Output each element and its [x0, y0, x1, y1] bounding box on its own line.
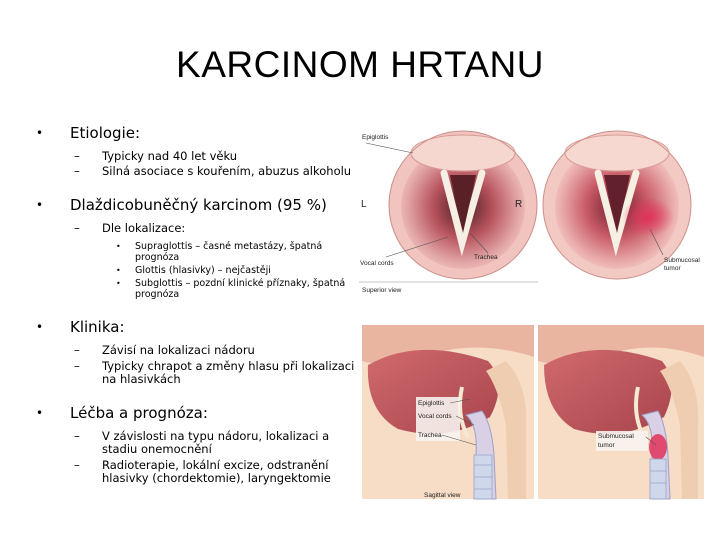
sub-list-item: • Glottis (hlasivky) – nejčastěji	[116, 265, 271, 276]
section-heading: Etiologie:	[70, 124, 141, 142]
tumor-mass-sagittal	[649, 434, 667, 460]
sub-list-item: • Subglottis – pozdní klinické příznaky, špatná prognóza	[116, 278, 346, 300]
label-tumor-superior-2: tumor	[664, 265, 681, 272]
section-heading: Dlaždicobuněčný karcinom (95 %)	[70, 196, 327, 214]
section-etiology	[36, 124, 356, 142]
bullet-dot: •	[36, 406, 44, 420]
sub-list-item: • Supraglottis – časné metastázy, špatná prognóza	[116, 241, 323, 263]
list-item: – Typicky nad 40 let věku	[74, 149, 238, 163]
slide-title: KARCINOM HRTANU	[176, 44, 544, 85]
label-tumor-superior-1: Submucosal	[664, 257, 700, 264]
bullet-content	[36, 124, 356, 485]
label-left: L	[361, 199, 367, 210]
sagittal-view-panel	[362, 325, 704, 499]
section-clinical	[36, 318, 356, 336]
section-heading: Klinika:	[70, 318, 125, 336]
list-item: – V závislosti na typu nádoru, lokalizaci a stadiu onemocnění	[74, 429, 330, 456]
label-right: R	[515, 199, 523, 210]
section-heading: Léčba a prognóza:	[70, 404, 208, 422]
larynx-illustration	[358, 125, 708, 505]
bullet-dot: •	[36, 126, 44, 140]
label-vocal-cords-sagittal: Vocal cords	[418, 413, 452, 420]
list-item: – Dle lokalizace:	[74, 221, 186, 235]
tumor-mass	[622, 197, 674, 237]
list-item: – Typicky chrapot a změny hlasu při lokalizaci na hlasivkách	[74, 359, 355, 386]
section-carcinoma	[36, 196, 356, 214]
label-tumor-sagittal-2: tumor	[598, 442, 615, 449]
label-epiglottis-superior: Epiglottis	[362, 134, 389, 141]
bullet-dot: •	[36, 320, 44, 334]
bullet-dot: •	[36, 198, 44, 212]
label-trachea-sagittal: Trachea	[418, 432, 442, 439]
list-item: – Silná asociace s kouřením, abuzus alkoholu	[74, 164, 352, 178]
label-sagittal-view: Sagittal view	[424, 492, 461, 499]
label-tumor-sagittal-1: Submucosal	[598, 433, 634, 440]
label-trachea-superior: Trachea	[474, 254, 498, 261]
label-epiglottis-sagittal: Epiglottis	[418, 400, 445, 407]
label-vocal-cords-superior: Vocal cords	[360, 260, 394, 267]
superior-view-panel	[359, 131, 700, 294]
list-item: – Radioterapie, lokální excize, odstranění hlasivky (chordektomie), laryngektomie	[74, 458, 331, 485]
list-item: – Závisí na lokalizaci nádoru	[74, 343, 255, 357]
larynx-figure-svg	[358, 125, 708, 505]
section-treatment	[36, 404, 356, 422]
label-superior-view: Superior view	[362, 287, 402, 294]
